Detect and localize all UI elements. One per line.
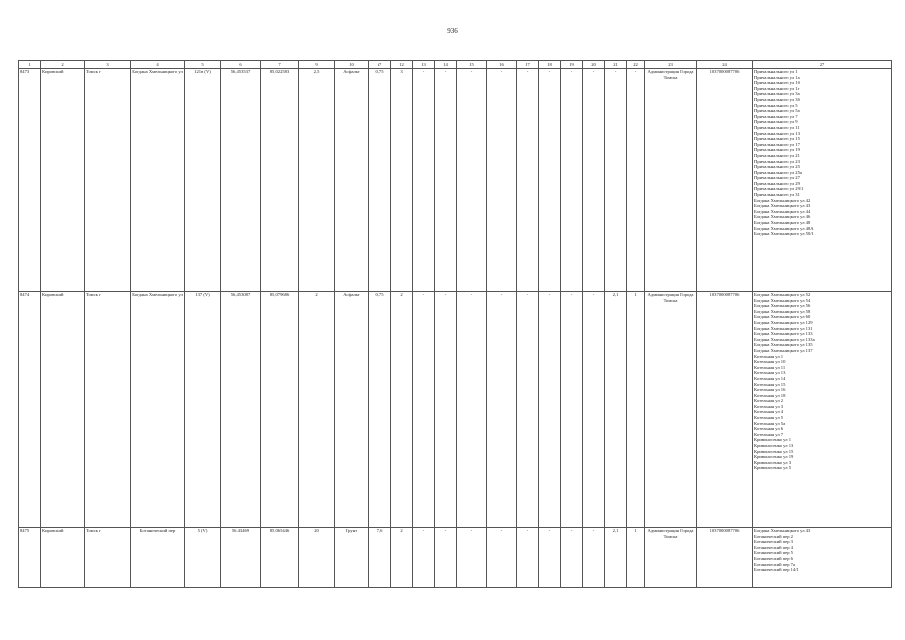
table-cell: - — [561, 528, 583, 588]
address-item: Ботанический пер 6 — [754, 555, 793, 561]
table-cell: - — [487, 528, 517, 588]
table-cell: Грунт — [335, 528, 369, 588]
address-item: Богдана Хмельницкого ул 131 — [754, 325, 813, 331]
address-item: Богдана Хмельницкого ул 50/1 — [754, 231, 814, 237]
table-cell: - — [517, 528, 539, 588]
table-cell: 0,75 — [369, 292, 391, 528]
address-item: Богдана Хмельницкого ул 135 — [754, 342, 813, 348]
address-item: Котельная ул 6 — [754, 426, 784, 432]
address-item: Причальнального ул 5а — [754, 108, 800, 114]
column-header: 13 — [413, 61, 435, 69]
table-cell: 2,1 — [605, 528, 627, 588]
table-cell: - — [583, 69, 605, 292]
column-header: 3 — [85, 61, 131, 69]
address-item: Котельная ул 2 — [754, 398, 784, 404]
table-cell: 121в (V) — [185, 69, 221, 292]
table-cell: Ботанический пер — [131, 528, 185, 588]
column-header: 23 — [645, 61, 697, 69]
column-header: 4 — [131, 61, 185, 69]
column-header: 14 — [435, 61, 457, 69]
column-header: 2 — [41, 61, 85, 69]
table-cell: Богдана Хмельницкого ул — [131, 292, 185, 528]
address-item: Кривоносенко ул 3 — [754, 459, 791, 465]
table-row — [19, 528, 892, 588]
table-cell: Асфальт — [335, 69, 369, 292]
address-item: Кривоносенко ул 1 — [754, 437, 791, 443]
table-cell: - — [583, 528, 605, 588]
address-item: Богдана Хмельницкого ул 46 — [754, 214, 811, 220]
table-cell: Администрация Города Томска — [645, 292, 697, 528]
table-cell: 2,5 — [299, 69, 335, 292]
table-cell: 85,022583 — [261, 69, 299, 292]
table-cell: 3 — [391, 69, 413, 292]
address-item: Котельная ул 5а — [754, 420, 786, 426]
table-cell: - — [435, 528, 457, 588]
table-cell: 56,453087 — [221, 292, 261, 528]
address-item: Котельная ул 16 — [754, 387, 786, 393]
address-item: Причальнального ул 29/1 — [754, 186, 804, 192]
table-cell: 7,6 — [369, 528, 391, 588]
address-item: Причальнального ул 13 — [754, 130, 800, 136]
table-cell: - — [457, 528, 487, 588]
table-cell: Администрация Города Томска — [645, 528, 697, 588]
address-list — [753, 292, 892, 528]
table-cell: - — [539, 69, 561, 292]
address-item: Причальнального ул 29 — [754, 180, 800, 186]
address-item: Причальнального ул 9 — [754, 119, 798, 125]
address-item: Ботанический пер 2 — [754, 533, 793, 539]
table-cell: - — [517, 292, 539, 528]
column-header: 1 — [19, 61, 41, 69]
table-cell: 2,1 — [605, 292, 627, 528]
column-header: t7 — [369, 61, 391, 69]
column-header: 10 — [335, 61, 369, 69]
column-header: 19 — [561, 61, 583, 69]
table-cell: Томск г — [85, 292, 131, 528]
address-item: Богдана Хмельницкого ул 48А — [754, 225, 814, 231]
table-cell: 8474 — [19, 292, 41, 528]
address-item: Причальнального ул 5 — [754, 102, 798, 108]
column-header: 24 — [697, 61, 753, 69]
column-header: 6 — [221, 61, 261, 69]
column-header: 17 — [517, 61, 539, 69]
table-cell: - — [583, 292, 605, 528]
table-cell: 1037000087706 — [697, 292, 753, 528]
address-item: Ботанический пер 4 — [754, 544, 793, 550]
table-cell: 0,75 — [369, 69, 391, 292]
address-list — [753, 69, 892, 292]
table-cell: 85.065446 — [261, 528, 299, 588]
address-item: Причальнального ул 7 — [754, 113, 798, 119]
table-cell: 85,079686 — [261, 292, 299, 528]
table-cell: Кировский — [41, 528, 85, 588]
address-item: Ботанический пер 3 — [754, 539, 793, 545]
table-cell: - — [413, 528, 435, 588]
address-item: Кривоносенко ул 13 — [754, 443, 794, 449]
address-item: Ботанический пер 14/1 — [754, 567, 799, 573]
address-item: Богдана Хмельницкого ул 133 — [754, 331, 813, 337]
table-cell: - — [487, 292, 517, 528]
column-header: 22 — [627, 61, 645, 69]
table-cell: 1037000087706 — [697, 528, 753, 588]
address-item: Богдана Хмельницкого ул 44 — [754, 208, 811, 214]
table-cell: - — [561, 292, 583, 528]
address-item: Богдана Хмельницкого ул 54 — [754, 297, 811, 303]
address-item: Причальнального ул 25а — [754, 169, 802, 175]
table-cell: Администрация Города Томска — [645, 69, 697, 292]
table-row — [19, 292, 892, 528]
table-cell: 1 — [627, 528, 645, 588]
column-header: 27 — [753, 61, 892, 69]
address-item: Богдана Хмельницкого ул 137 — [754, 347, 813, 353]
address-item: Кривоносенко ул 5 — [754, 465, 791, 471]
table-cell: 1037000087706 — [697, 69, 753, 292]
table-cell: 5 (V) — [185, 528, 221, 588]
address-item: Котельная ул 3 — [754, 403, 784, 409]
address-item: Котельная ул 18 — [754, 392, 786, 398]
table-cell: 137 (V) — [185, 292, 221, 528]
address-item: Богдана Хмельницкого ул 133а — [754, 336, 815, 342]
address-item: Причальнального ул 3а — [754, 91, 800, 97]
address-item: Причальнального ул 3б — [754, 96, 800, 102]
column-header: 15 — [457, 61, 487, 69]
table-cell: 2 — [299, 292, 335, 528]
address-item: Причальнального ул 21 — [754, 152, 800, 158]
address-item: Котельная ул 1 — [754, 353, 784, 359]
page-number: 936 — [447, 27, 458, 35]
address-item: Причальнального ул 19 — [754, 147, 800, 153]
column-header: 21 — [605, 61, 627, 69]
column-header: 20 — [583, 61, 605, 69]
table-cell: 1 — [627, 292, 645, 528]
table-cell: - — [627, 69, 645, 292]
column-header: 5 — [185, 61, 221, 69]
table-cell: - — [605, 69, 627, 292]
address-list — [753, 528, 892, 588]
table-cell: - — [561, 69, 583, 292]
address-item: Причальнального ул 15 — [754, 136, 800, 142]
table-cell: - — [435, 292, 457, 528]
table-cell: - — [413, 69, 435, 292]
address-item: Причальнального ул 27 — [754, 175, 800, 181]
address-item: Богдана Хмельницкого ул 52 — [754, 292, 811, 297]
address-item: Котельная ул 15 — [754, 381, 786, 387]
column-header: 9 — [299, 61, 335, 69]
address-item: Причальнального ул 1а — [754, 74, 800, 80]
table-cell: 20 — [299, 528, 335, 588]
table-cell: - — [457, 292, 487, 528]
table-cell: - — [435, 69, 457, 292]
table-cell: - — [413, 292, 435, 528]
address-item: Котельная ул 11 — [754, 364, 786, 370]
address-item: Богдана Хмельницкого ул 129 — [754, 319, 813, 325]
address-item: Причальнального ул 23 — [754, 158, 800, 164]
address-item: Причальнального ул 17 — [754, 141, 800, 147]
address-item: Причальнального ул 1 — [754, 69, 798, 74]
table-cell: - — [457, 69, 487, 292]
address-item: Котельная ул 7 — [754, 431, 784, 437]
address-item: Причальнального ул 1г — [754, 85, 800, 91]
address-item: Причальнального ул 31 — [754, 192, 800, 198]
address-item: Богдана Хмельницкого ул 60 — [754, 314, 811, 320]
table-cell: - — [517, 69, 539, 292]
address-item: Котельная ул 4 — [754, 409, 784, 415]
table-cell: 2 — [391, 528, 413, 588]
address-item: Ботанический пер 7а — [754, 561, 795, 567]
address-item: Богдана Хмельницкого ул 43 — [754, 528, 811, 533]
address-item: Котельная ул 13 — [754, 370, 786, 376]
address-item: Причальнального ул 1б — [754, 80, 800, 86]
address-item: Богдана Хмельницкого ул 43 — [754, 203, 811, 209]
registry-table — [18, 60, 892, 588]
table-cell: Асфальт — [335, 292, 369, 528]
column-header: 16 — [487, 61, 517, 69]
table-cell: Томск г — [85, 69, 131, 292]
table-cell: 56.43469 — [221, 528, 261, 588]
column-header: 7 — [261, 61, 299, 69]
column-header: 12 — [391, 61, 413, 69]
address-item: Кривоносенко ул 15 — [754, 448, 794, 454]
address-item: Котельная ул 10 — [754, 359, 786, 365]
table-row — [19, 69, 892, 292]
address-item: Причальнального ул 11 — [754, 124, 800, 130]
address-item: Богдана Хмельницкого ул 42 — [754, 197, 811, 203]
address-item: Богдана Хмельницкого ул 58 — [754, 308, 811, 314]
address-item: Котельная ул 5 — [754, 415, 784, 421]
column-header: 18 — [539, 61, 561, 69]
address-item: Ботанический пер 5 — [754, 550, 793, 556]
address-item: Котельная ул 14 — [754, 375, 786, 381]
table-cell: Томск г — [85, 528, 131, 588]
table-cell: - — [539, 528, 561, 588]
table-cell: Кировский — [41, 292, 85, 528]
table-cell: - — [539, 292, 561, 528]
address-item: Богдана Хмельницкого ул 56 — [754, 303, 811, 309]
table-cell: 56,453537 — [221, 69, 261, 292]
table-cell: Кировский — [41, 69, 85, 292]
address-item: Богдана Хмельницкого ул 48 — [754, 220, 811, 226]
table-cell: - — [487, 69, 517, 292]
table-cell: 8475 — [19, 528, 41, 588]
address-item: Причальнального ул 25 — [754, 164, 800, 170]
table-cell: Богдана Хмельницкого ул — [131, 69, 185, 292]
header-row — [19, 61, 892, 69]
table-cell: 8473 — [19, 69, 41, 292]
table-cell: 2 — [391, 292, 413, 528]
address-item: Кривоносенко ул 19 — [754, 454, 794, 460]
